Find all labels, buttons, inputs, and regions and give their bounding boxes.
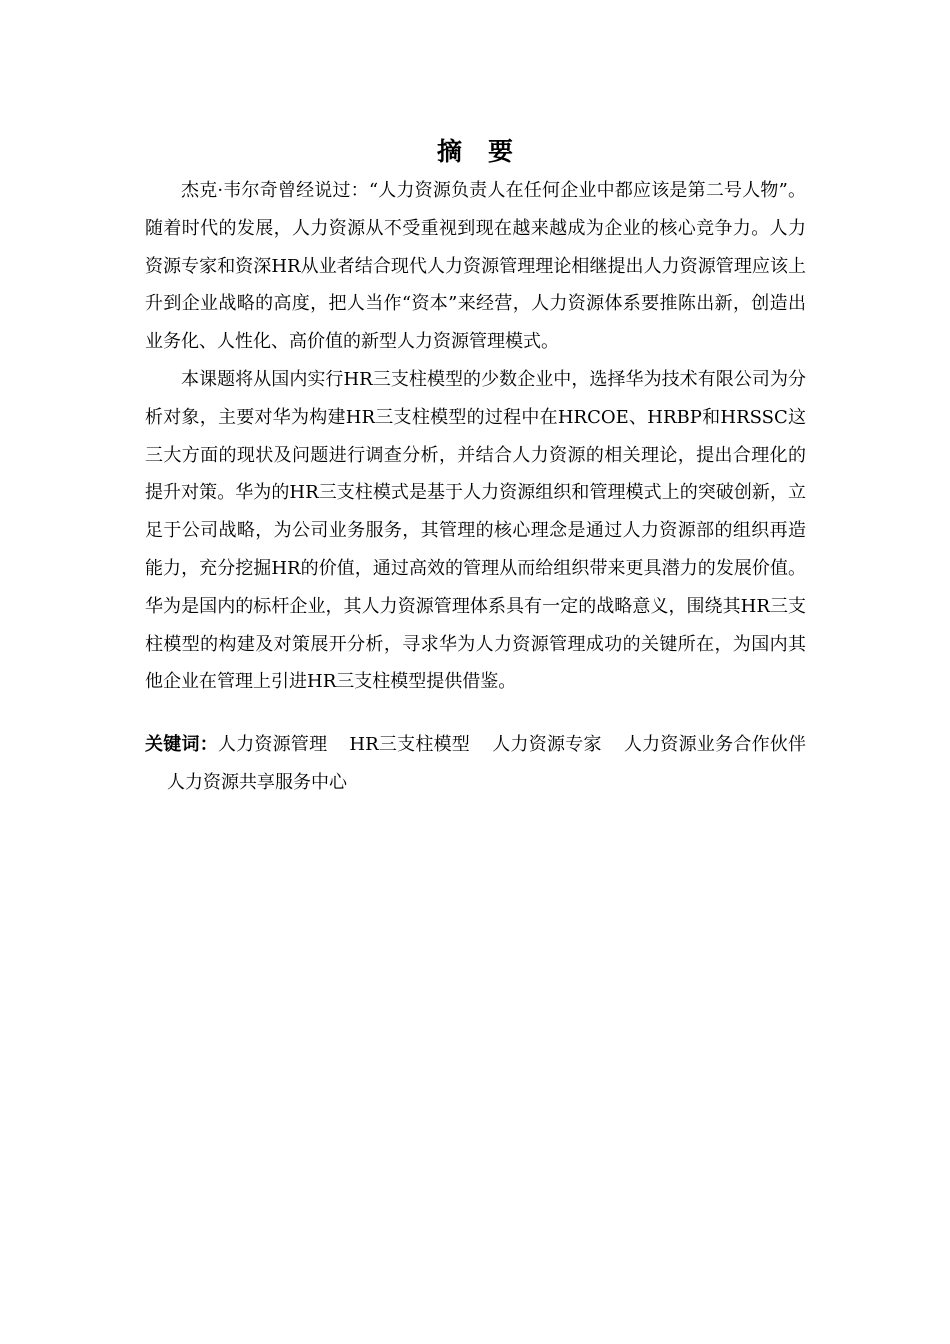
keywords-line bbox=[145, 726, 806, 802]
keyword-item: HR三支柱模型 bbox=[349, 734, 471, 755]
keyword-item: 人力资源管理 bbox=[217, 734, 328, 755]
keywords-label: 关键词： bbox=[145, 734, 218, 755]
keyword-item: 人力资源业务合作伙伴 bbox=[623, 734, 807, 755]
abstract-body bbox=[145, 172, 806, 701]
keyword-item: 人力资源专家 bbox=[492, 734, 602, 755]
abstract-paragraph-2: 本课题将从国内实行HR三支柱模型的少数企业中，选择华为技术有限公司为分析对象，主要对华为构建HR三支柱模型的过程中在HRCOE、HRBP和HRSSC这三大方面的现状及问题进行调查分析，并结合人力资源的相关理论，提出合理化的提升对策。华为的HR三支柱模式是基于人力资源组织和管理模式上的突破创新，立足于公司战略，为公司业务服务，其管理的核心理念是通过人力资源部的组织再造能力，充分挖掘HR的价值，通过高效的管理从而给组织带来更具潜力的发展价值。华为是国内的标杆企业，其人力资源管理体系具有一定的战略意义，围绕其HR三支柱模型的构建及对策展开分析，寻求华为人力资源管理成功的关键所在，为国内其他企业在管理上引进HR三支柱模型提供借鉴。 bbox=[145, 368, 806, 693]
abstract-paragraph-1: 杰克·韦尔奇曾经说过：“人力资源负责人在任何企业中都应该是第二号人物”。随着时代的发展，人力资源从不受重视到现在越来越成为企业的核心竞争力。人力资源专家和资深HR从业者结合现代人力资源管理理论相继提出人力资源管理应该上升到企业战略的高度，把人当作“资本”来经营，人力资源体系要推陈出新，创造出业务化、人性化、高价值的新型人力资源管理模式。 bbox=[145, 180, 806, 353]
keyword-item: 人力资源共享服务中心 bbox=[167, 771, 347, 793]
abstract-title: 摘要 bbox=[436, 137, 539, 166]
